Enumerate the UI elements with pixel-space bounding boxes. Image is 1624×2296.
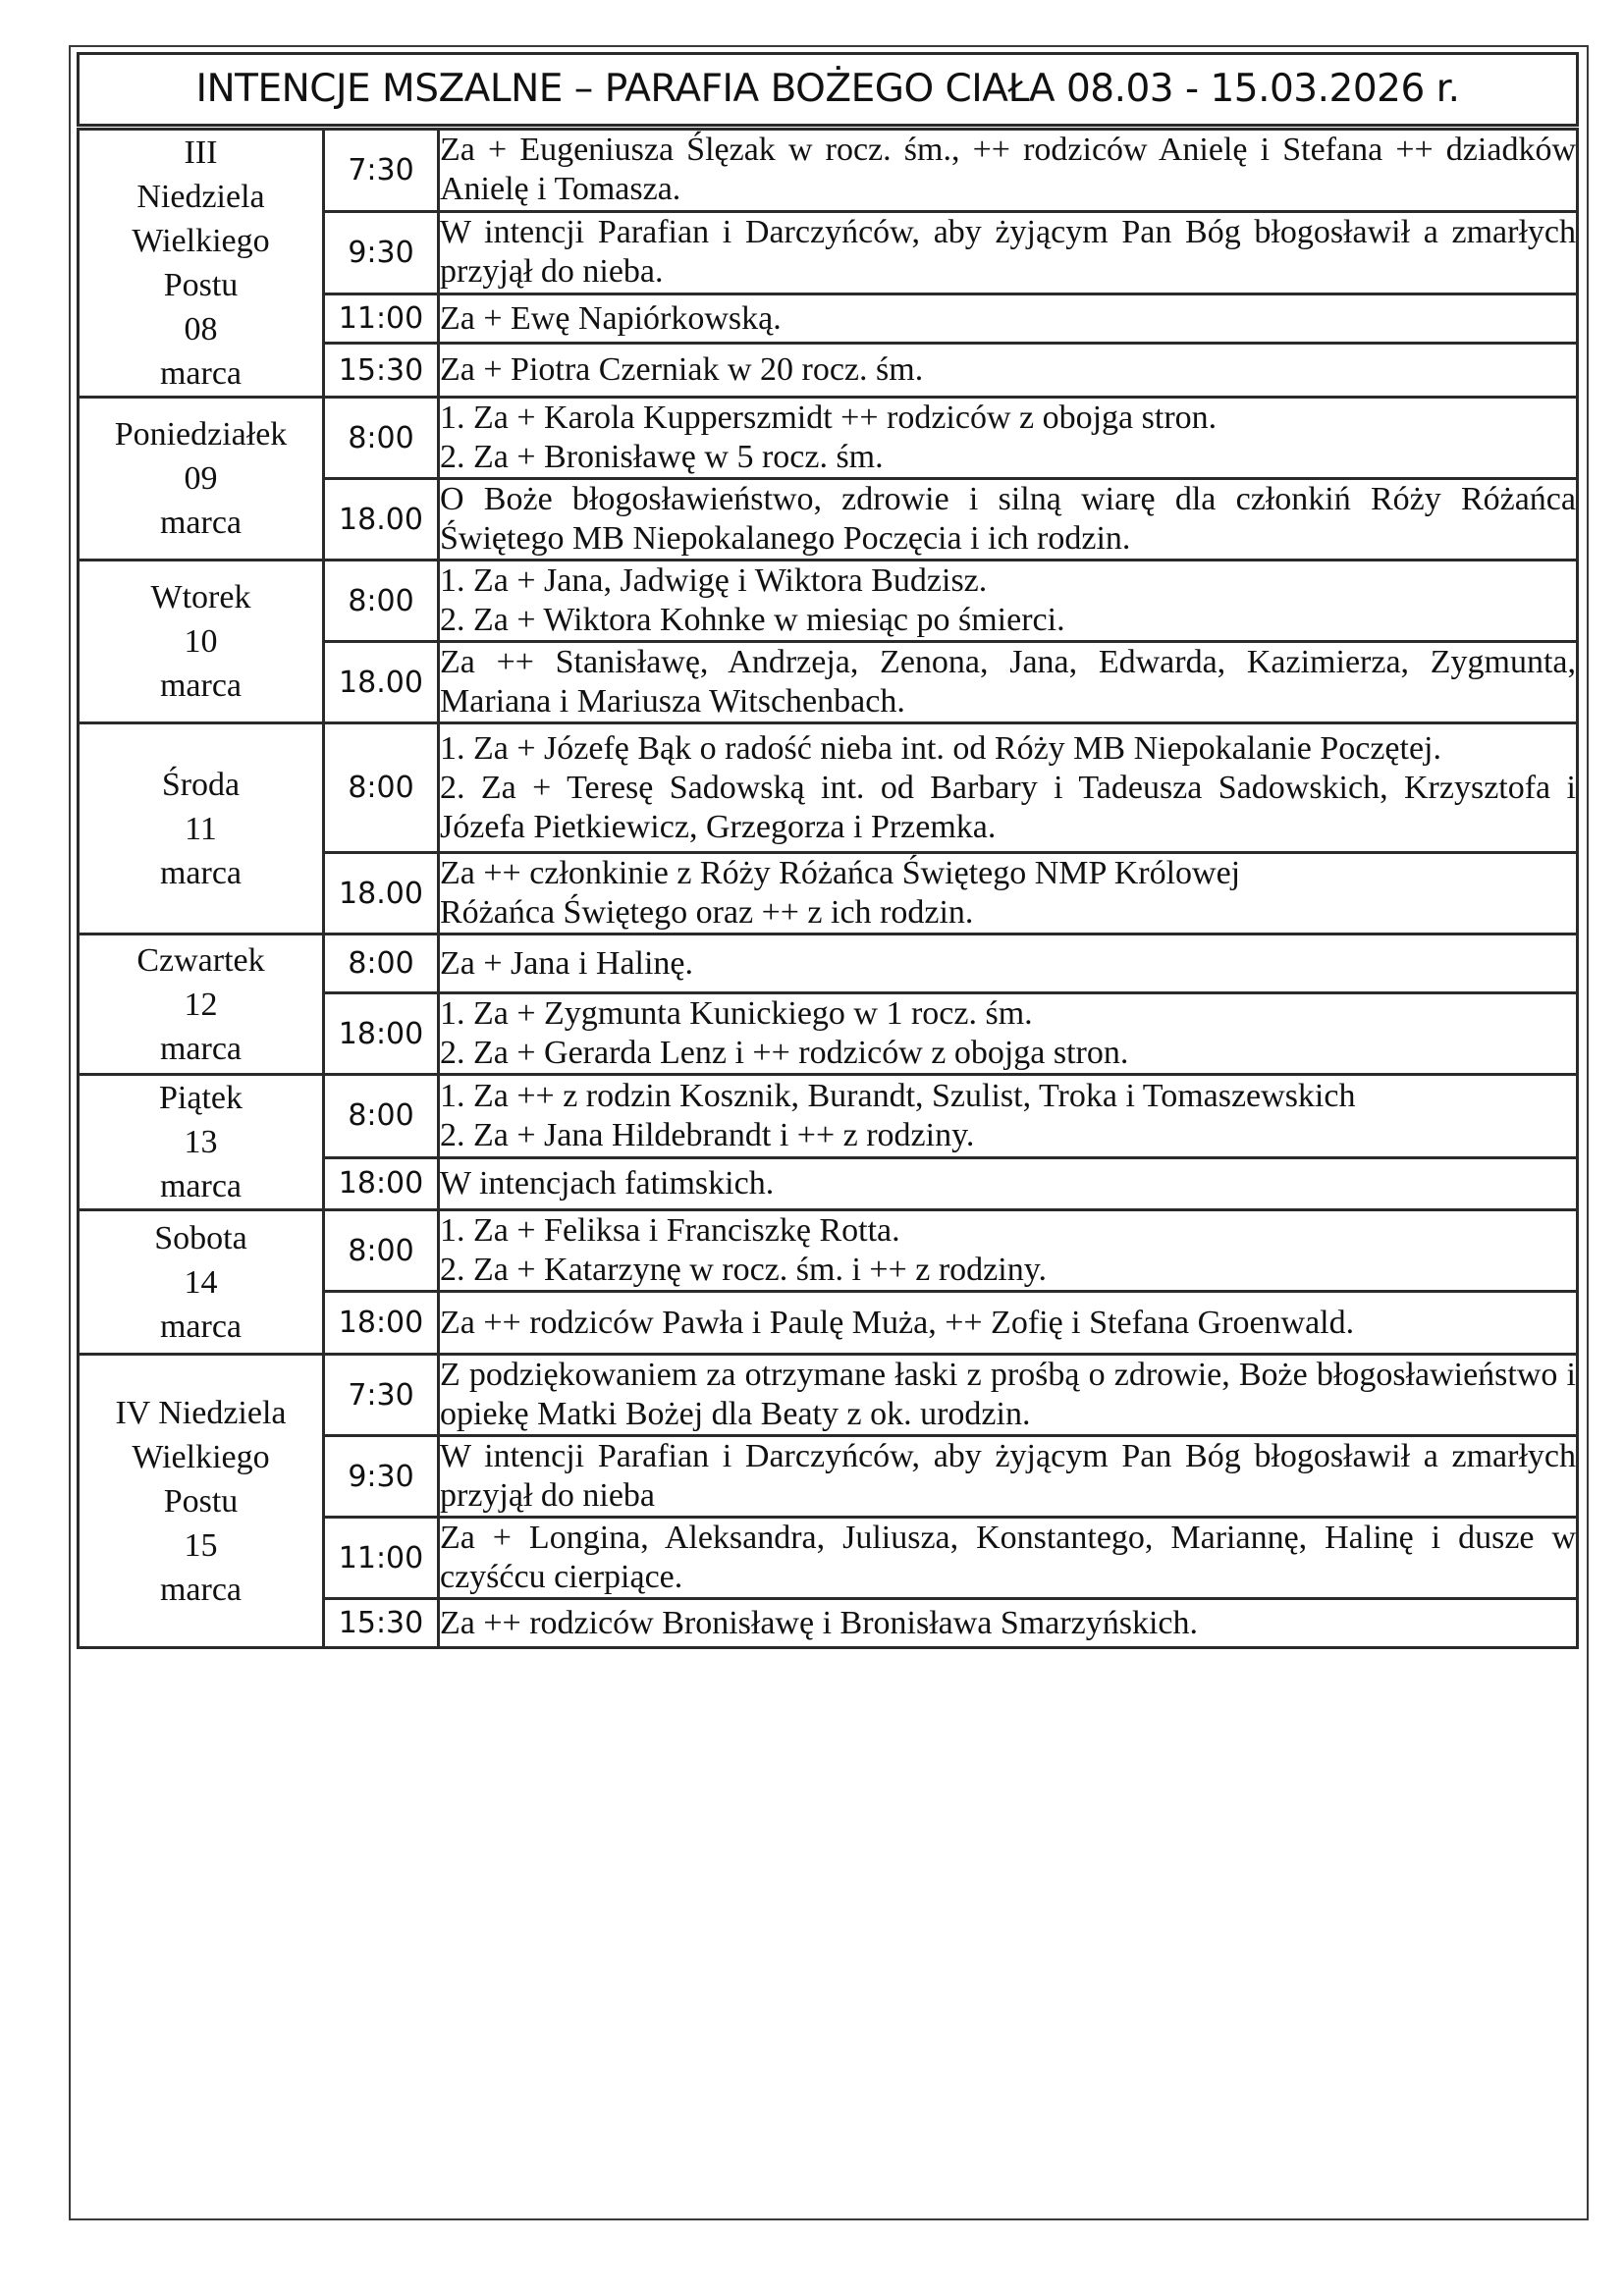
mass-time: 18.00 — [324, 479, 439, 561]
mass-time: 18:00 — [324, 993, 439, 1075]
day-label-line: marca — [159, 505, 243, 541]
day-label-line: marca — [159, 667, 243, 704]
mass-time: 11:00 — [324, 294, 439, 344]
day-label-line: 10 — [184, 623, 218, 660]
mass-intention — [439, 723, 1578, 853]
day-cell — [79, 561, 324, 723]
day-label-line: Środa — [161, 766, 241, 803]
day-cell — [79, 723, 324, 934]
mass-intention — [439, 993, 1578, 1075]
mass-time: 9:30 — [324, 1436, 439, 1518]
mass-intention — [439, 561, 1578, 642]
mass-intention — [439, 211, 1578, 294]
mass-intention — [439, 1518, 1578, 1599]
mass-row — [79, 561, 1578, 642]
day-cell — [79, 130, 324, 398]
mass-time: 15:30 — [324, 344, 439, 398]
mass-intention — [439, 1292, 1578, 1355]
intention-line: 2. Za + Gerarda Lenz i ++ rodziców z obojga stron. — [440, 1035, 1129, 1071]
intention-line: 2. Za + Wiktora Kohnke w miesiąc po śmierci. — [440, 602, 1065, 638]
intention-line: Za + Jana i Halinę. — [440, 944, 694, 982]
mass-time: 8:00 — [324, 561, 439, 642]
mass-time: 9:30 — [324, 211, 439, 294]
mass-intention — [439, 642, 1578, 723]
day-label-line: marca — [159, 1030, 243, 1067]
mass-time: 18:00 — [324, 1157, 439, 1209]
intention-line: Różańca Świętego oraz ++ z ich rodzin. — [440, 894, 974, 931]
day-label-line: 14 — [184, 1263, 218, 1301]
mass-intention — [439, 344, 1578, 398]
day-label-line: 13 — [184, 1124, 218, 1160]
mass-time: 18.00 — [324, 642, 439, 723]
mass-intention — [439, 130, 1578, 212]
intention-line: Za ++ Stanisławę, Andrzeja, Zenona, Jana, Edwarda, Kazimierza, Zygmunta, Mariana i Mariusza Witschenbach. — [440, 644, 1576, 720]
intention-line: Za ++ rodziców Pawła i Paulę Muża, ++ Zofię i Stefana Groenwald. — [440, 1304, 1355, 1341]
day-cell — [79, 1355, 324, 1648]
mass-intention — [439, 398, 1578, 479]
mass-row — [79, 398, 1578, 479]
mass-row — [79, 1355, 1578, 1436]
mass-time: 18:00 — [324, 1292, 439, 1355]
mass-time: 15:30 — [324, 1599, 439, 1648]
mass-intention — [439, 479, 1578, 561]
intention-line: Za + Ewę Napiórkowską. — [440, 299, 782, 337]
day-label-line: Sobota — [154, 1219, 247, 1256]
day-label-line: 11 — [185, 810, 217, 847]
day-label-line: Wtorek — [150, 579, 251, 615]
day-label-line: 15 — [184, 1526, 218, 1564]
mass-time: 11:00 — [324, 1518, 439, 1599]
intention-line: W intencji Parafian i Darczyńców, aby żyjącym Pan Bóg błogosławił a zmarłych przyjął do nieba. — [440, 214, 1576, 291]
day-label-line: IV Niedziela — [115, 1394, 287, 1431]
mass-time: 8:00 — [324, 934, 439, 993]
intention-line: 2. Za + Bronisławę w 5 rocz. śm. — [440, 439, 884, 475]
page-title: INTENCJE MSZALNE – PARAFIA BOŻEGO CIAŁA 08.03 - 15.03.2026 r. — [77, 52, 1579, 127]
day-label-line: Postu — [163, 1482, 239, 1520]
mass-intention — [439, 1599, 1578, 1648]
mass-time: 8:00 — [324, 398, 439, 479]
mass-time: 8:00 — [324, 1210, 439, 1292]
intention-line: 2. Za + Jana Hildebrandt i ++ z rodziny. — [440, 1116, 975, 1153]
day-label-line: marca — [159, 1308, 243, 1345]
mass-schedule-table — [77, 128, 1579, 1649]
mass-intention — [439, 1075, 1578, 1158]
intention-line: 2. Za + Teresę Sadowską int. od Barbary i Tadeusza Sadowskich, Krzysztofa i Józefa Pietkiewicz, Grzegorza i Przemka. — [440, 769, 1576, 845]
day-label-line: Piątek — [159, 1080, 243, 1116]
intention-line: 1. Za + Zygmunta Kunickiego w 1 rocz. śm. — [440, 995, 1033, 1032]
day-label-line: Wielkiego — [132, 223, 270, 259]
day-label-line: marca — [159, 854, 243, 891]
mass-time: 8:00 — [324, 723, 439, 853]
mass-time: 8:00 — [324, 1075, 439, 1158]
mass-row — [79, 130, 1578, 212]
day-label-line: marca — [159, 355, 243, 392]
day-label-line: III — [184, 134, 218, 171]
intention-line: Z podziękowaniem za otrzymane łaski z prośbą o zdrowie, Boże błogosławieństwo i opiekę Matki Bożej dla Beaty z ok. urodzin. — [440, 1357, 1576, 1432]
day-label-line: marca — [159, 1168, 243, 1204]
mass-time: 7:30 — [324, 1355, 439, 1436]
day-label-line: Czwartek — [136, 941, 265, 979]
day-label-line: Poniedziałek — [114, 416, 288, 453]
mass-intention — [439, 294, 1578, 344]
mass-row — [79, 934, 1578, 993]
day-label-line: marca — [159, 1571, 243, 1608]
day-cell — [79, 934, 324, 1075]
mass-intention — [439, 1210, 1578, 1292]
intention-line: 1. Za + Karola Kupperszmidt ++ rodziców z obojga stron. — [440, 400, 1218, 436]
mass-intention — [439, 934, 1578, 993]
intention-line: 1. Za + Józefę Bąk o radość nieba int. od Róży MB Niepokalanie Poczętej. — [440, 729, 1441, 767]
day-label-line: 08 — [184, 311, 218, 347]
mass-intention — [439, 1436, 1578, 1518]
intention-line: O Boże błogosławieństwo, zdrowie i silną wiarę dla członkiń Róży Różańca Świętego MB Niepokalanego Poczęcia i ich rodzin. — [440, 481, 1576, 557]
mass-time: 7:30 — [324, 130, 439, 212]
day-label-line: Postu — [163, 267, 239, 303]
intention-line: Za + Piotra Czerniak w 20 rocz. śm. — [440, 351, 924, 389]
day-label-line: 12 — [184, 986, 218, 1023]
mass-row — [79, 1075, 1578, 1158]
mass-intention — [439, 853, 1578, 934]
day-cell — [79, 398, 324, 561]
intention-line: Za + Eugeniusza Ślęzak w rocz. śm., ++ rodziców Anielę i Stefana ++ dziadków Anielę i Tomasza. — [440, 132, 1576, 208]
intention-line: Za + Longina, Aleksandra, Juliusza, Konstantego, Mariannę, Halinę i dusze w czyśćcu cierpiące. — [440, 1520, 1576, 1595]
intention-line: 1. Za + Feliksa i Franciszkę Rotta. — [440, 1212, 900, 1249]
day-label-line: 09 — [184, 460, 218, 497]
intention-line: W intencjach fatimskich. — [440, 1164, 775, 1201]
intention-line: 1. Za + Jana, Jadwigę i Wiktora Budzisz. — [440, 562, 988, 599]
intention-line: Za ++ rodziców Bronisławę i Bronisława Smarzyńskich. — [440, 1604, 1199, 1641]
intention-line: 1. Za ++ z rodzin Kosznik, Burandt, Szulist, Troka i Tomaszewskich — [440, 1077, 1356, 1114]
day-cell — [79, 1210, 324, 1355]
mass-intention — [439, 1157, 1578, 1209]
mass-time: 18.00 — [324, 853, 439, 934]
mass-row — [79, 1210, 1578, 1292]
day-label-line: Niedziela — [136, 179, 265, 215]
intention-line: 2. Za + Katarzynę w rocz. śm. i ++ z rodziny. — [440, 1252, 1047, 1288]
intention-line: Za ++ członkinie z Róży Różańca Świętego NMP Królowej — [440, 855, 1241, 891]
day-cell — [79, 1075, 324, 1210]
mass-row — [79, 723, 1578, 853]
day-label-line: Wielkiego — [132, 1438, 270, 1475]
intention-line: W intencji Parafian i Darczyńców, aby żyjącym Pan Bóg błogosławił a zmarłych przyjął do nieba — [440, 1438, 1576, 1514]
mass-intention — [439, 1355, 1578, 1436]
